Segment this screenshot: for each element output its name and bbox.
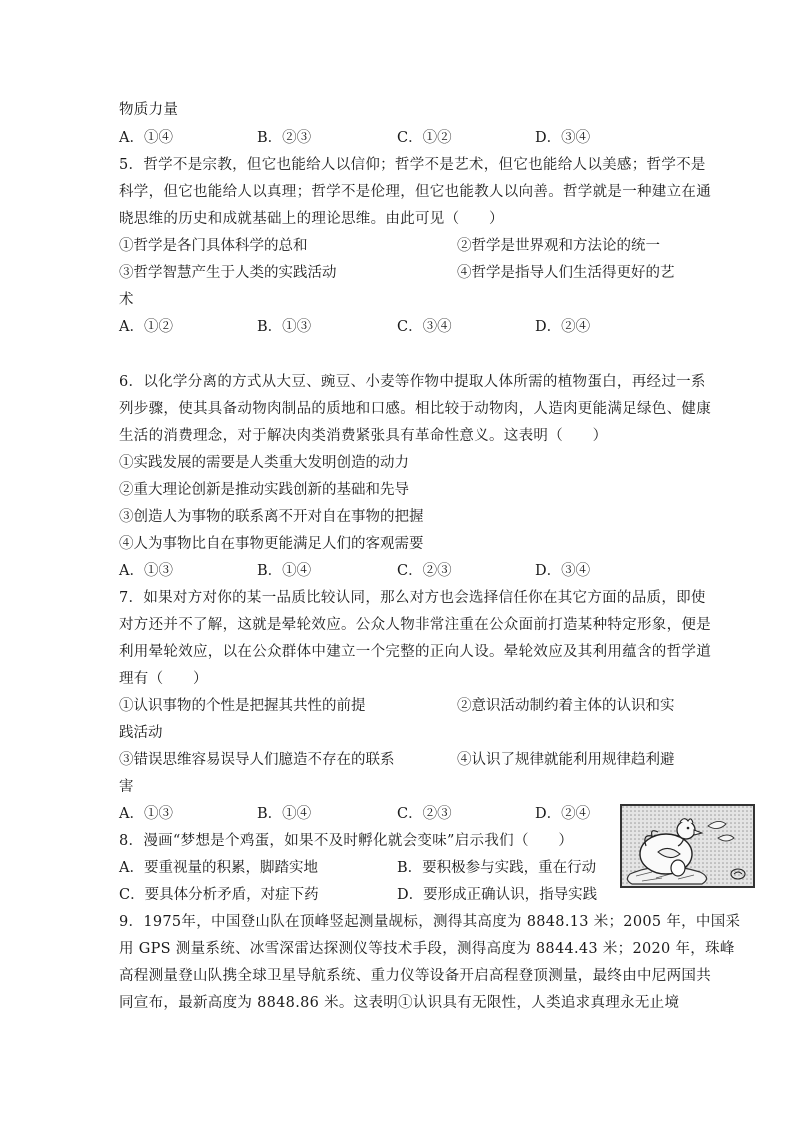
q6-statement-3: ③创造人为事物的联系离不开对自在事物的把握 — [119, 509, 424, 525]
q7-option-b: B．①④ — [257, 806, 312, 822]
q7-option-d: D．②④ — [535, 806, 591, 822]
q5-option-c: C．③④ — [397, 319, 452, 335]
q6-option-a: A．①③ — [119, 563, 173, 579]
q5-stem-line-2: 科学，但它也能给人以真理；哲学不是伦理，但它也能教人以向善。哲学就是一种建立在通 — [119, 184, 711, 200]
q8-stem: 8．漫画“梦想是个鸡蛋，如果不及时孵化就会变味”启示我们（ ） — [119, 833, 574, 849]
q6-option-b: B．①④ — [257, 563, 312, 579]
q8-option-a: A．要重视量的积累，脚踏实地 — [119, 860, 318, 876]
q5-stem-line-3: 晓思维的历史和成就基础上的理论思维。由此可见（ ） — [119, 211, 504, 227]
q9-stem-line-2: 用 GPS 测量系统、冰雪深雷达探测仪等技术手段，测得高度为 8844.43 米；2020 年，珠峰 — [119, 941, 735, 957]
q5-statement-2: ②哲学是世界观和方法论的统一 — [457, 238, 660, 254]
q7-option-c: C．②③ — [397, 806, 452, 822]
q8-option-d: D．要形成正确认识，指导实践 — [397, 887, 598, 903]
q5-statement-1: ①哲学是各门具体科学的总和 — [119, 238, 308, 254]
q4-option-a: A．①④ — [119, 130, 173, 146]
q7-statement-4: ④认识了规律就能利用规律趋利避 — [457, 752, 675, 768]
q5-option-a: A．①② — [119, 319, 173, 335]
q4-option-b: B．②③ — [257, 130, 312, 146]
q6-option-c: C．②③ — [397, 563, 452, 579]
q6-statement-1: ①实践发展的需要是人类重大发明创造的动力 — [119, 455, 409, 471]
q9-stem-line-3: 高程测量登山队携全球卫星导航系统、重力仪等设备开启高程登顶测量，最终由中尼两国共 — [119, 968, 711, 984]
q6-stem-line-1: 6．以化学分离的方式从大豆、豌豆、小麦等作物中提取人体所需的植物蛋白，再经过一系 — [119, 374, 706, 390]
chicken-icon — [622, 806, 753, 886]
q7-stem-line-4: 理有（ ） — [119, 671, 208, 687]
q7-stem-line-1: 7．如果对方对你的某一品质比较认同，那么对方也会选择信任你在其它方面的品质，即使 — [119, 590, 706, 606]
q6-stem-line-2: 列步骤，使其具备动物肉制品的质地和口感。相比较于动物肉，人造肉更能满足绿色、健康 — [119, 401, 711, 417]
q5-statement-4-cont: 术 — [119, 292, 134, 308]
q5-statement-3: ③哲学智慧产生于人类的实践活动 — [119, 265, 337, 281]
q8-option-b: B．要积极参与实践，重在行动 — [397, 860, 597, 876]
chicken-egg-cartoon — [620, 804, 755, 888]
q4-tail: 物质力量 — [119, 102, 179, 118]
q5-statement-4: ④哲学是指导人们生活得更好的艺 — [457, 265, 675, 281]
q6-statement-4: ④人为事物比自在事物更能满足人们的客观需要 — [119, 536, 424, 552]
q7-stem-line-3: 利用晕轮效应，以在公众群体中建立一个完整的正向人设。晕轮效应及其利用蕴含的哲学道 — [119, 644, 711, 660]
q5-stem-line-1: 5．哲学不是宗教，但它也能给人以信仰；哲学不是艺术，但它也能给人以美感；哲学不是 — [119, 157, 706, 173]
q7-statement-1: ①认识事物的个性是把握其共性的前提 — [119, 698, 366, 714]
q5-option-b: B．①③ — [257, 319, 312, 335]
q4-option-d: D．③④ — [535, 130, 591, 146]
q7-statement-2-cont: 践活动 — [119, 725, 163, 741]
q9-stem-line-1: 9．1975年，中国登山队在顶峰竖起测量觇标，测得其高度为 8848.13 米；2005 年，中国采 — [119, 914, 741, 930]
q7-stem-line-2: 对方还并不了解，这就是晕轮效应。公众人物非常注重在公众面前打造某种特定形象，便是 — [119, 617, 711, 633]
q7-statement-4-cont: 害 — [119, 779, 134, 795]
q6-stem-line-3: 生活的消费理念，对于解决肉类消费紧张具有革命性意义。这表明（ ） — [119, 428, 608, 444]
q5-option-d: D．②④ — [535, 319, 591, 335]
q9-stem-line-4: 同宣布，最新高度为 8848.86 米。这表明①认识具有无限性，人类追求真理永无止境 — [119, 995, 680, 1011]
q7-statement-3: ③错误思维容易误导人们臆造不存在的联系 — [119, 752, 395, 768]
q8-option-c: C．要具体分析矛盾，对症下药 — [119, 887, 319, 903]
q7-option-a: A．①③ — [119, 806, 173, 822]
q4-option-c: C．①② — [397, 130, 452, 146]
q6-option-d: D．③④ — [535, 563, 591, 579]
q7-statement-2: ②意识活动制约着主体的认识和实 — [457, 698, 675, 714]
q6-statement-2: ②重大理论创新是推动实践创新的基础和先导 — [119, 482, 409, 498]
